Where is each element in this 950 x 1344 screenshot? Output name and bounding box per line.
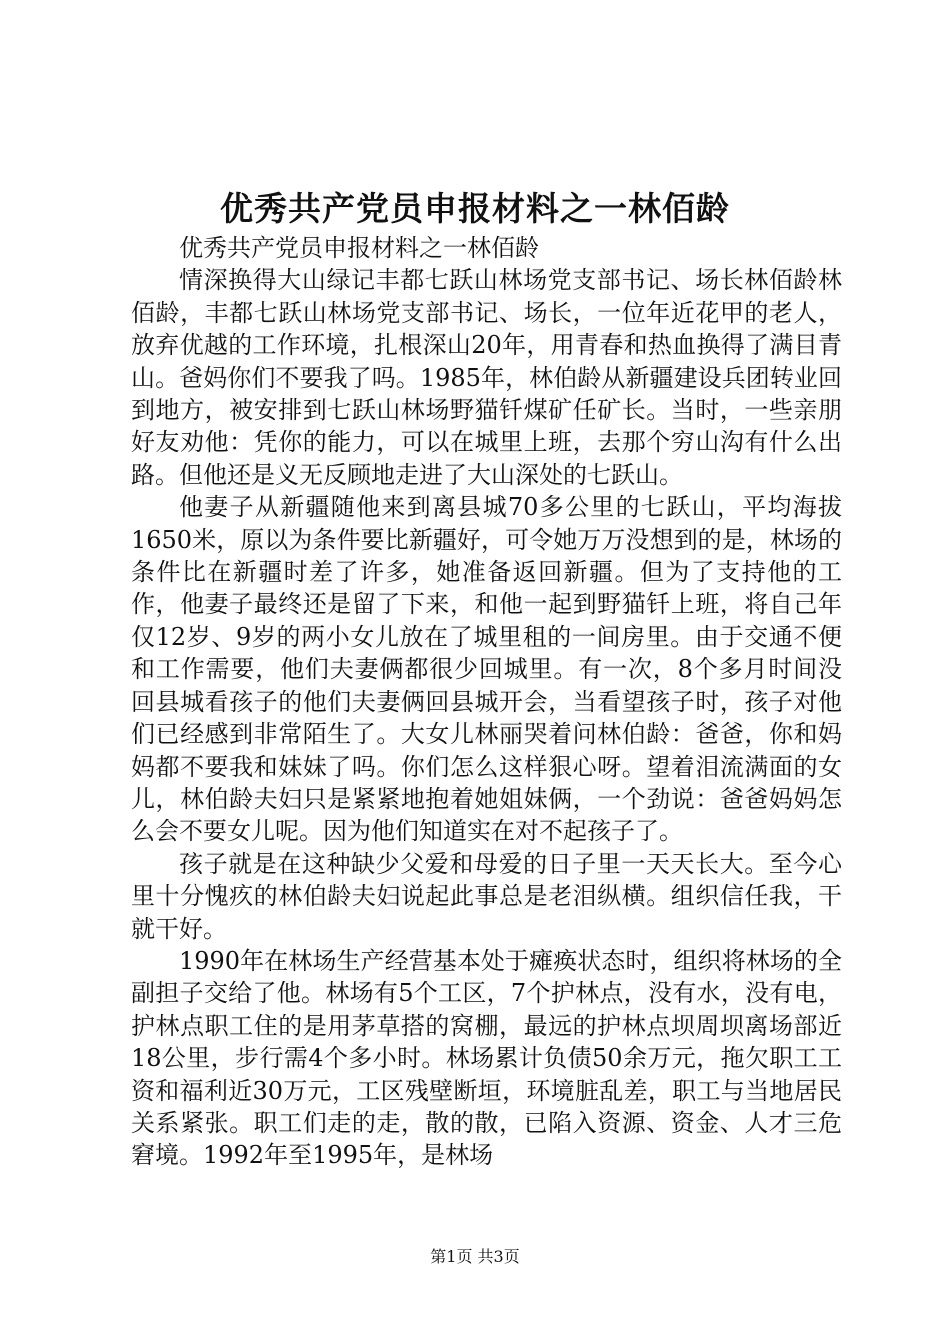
paragraph: 情深换得大山绿记丰都七跃山林场党支部书记、场长林佰龄林佰龄，丰都七跃山林场党支部书记、场长，一位年近花甲的老人，放弃优越的工作环境，扎根深山20年，用青春和热血换得了满目青山。爸妈你们不要我了吗。1985年，林伯龄从新疆建设兵团转业回到地方，被安排到七跃山林场野猫钎煤矿任矿长。当时，一些亲朋好友劝他：凭你的能力，可以在城里上班，去那个穷山沟有什么出路。但他还是义无反顾地走进了大山深处的七跃山。 bbox=[131, 266, 842, 489]
paragraph: 优秀共产党员申报材料之一林佰龄 bbox=[179, 234, 539, 262]
document-body bbox=[131, 232, 842, 1172]
paragraph: 1990年在林场生产经营基本处于瘫痪状态时，组织将林场的全副担子交给了他。林场有5个工区，7个护林点，没有水，没有电，护林点职工住的是用茅草搭的窝棚，最远的护林点坝周坝离场部近18公里，步行需4个多小时。林场累计负债50余万元，拖欠职工工资和福利近30万元，工区残壁断垣，环境脏乱差，职工与当地居民关系紧张。职工们走的走，散的散，已陷入资源、资金、人才三危窘境。1992年至1995年，是林场 bbox=[131, 946, 842, 1170]
page-footer: 第1页 共3页 bbox=[430, 1247, 520, 1266]
paragraph: 孩子就是在这种缺少父爱和母爱的日子里一天天长大。至今心里十分愧疚的林伯龄夫妇说起此事总是老泪纵横。组织信任我，干就干好。 bbox=[131, 849, 842, 943]
paragraph: 他妻子从新疆随他来到离县城70多公里的七跃山，平均海拔1650米，原以为条件要比新疆好，可令她万万没想到的是，林场的条件比在新疆时差了许多，她准备返回新疆。但为了支持他的工作，他妻子最终还是留了下来，和他一起到野猫钎上班，将自己年仅12岁、9岁的两小女儿放在了城里租的一间房里。由于交通不便和工作需要，他们夫妻俩都很少回城里。有一次，8个多月时间没回县城看孩子的他们夫妻俩回县城开会，当看望孩子时，孩子对他们已经感到非常陌生了。大女儿林丽哭着问林伯龄：爸爸，你和妈妈都不要我和妹妹了吗。你们怎么这样狠心呀。望着泪流满面的女儿，林伯龄夫妇只是紧紧地抱着她姐妹俩，一个劲说：爸爸妈妈怎么会不要女儿呢。因为他们知道实在对不起孩子了。 bbox=[131, 493, 842, 846]
document-title: 优秀共产党员申报材料之一林佰龄 bbox=[220, 189, 730, 228]
